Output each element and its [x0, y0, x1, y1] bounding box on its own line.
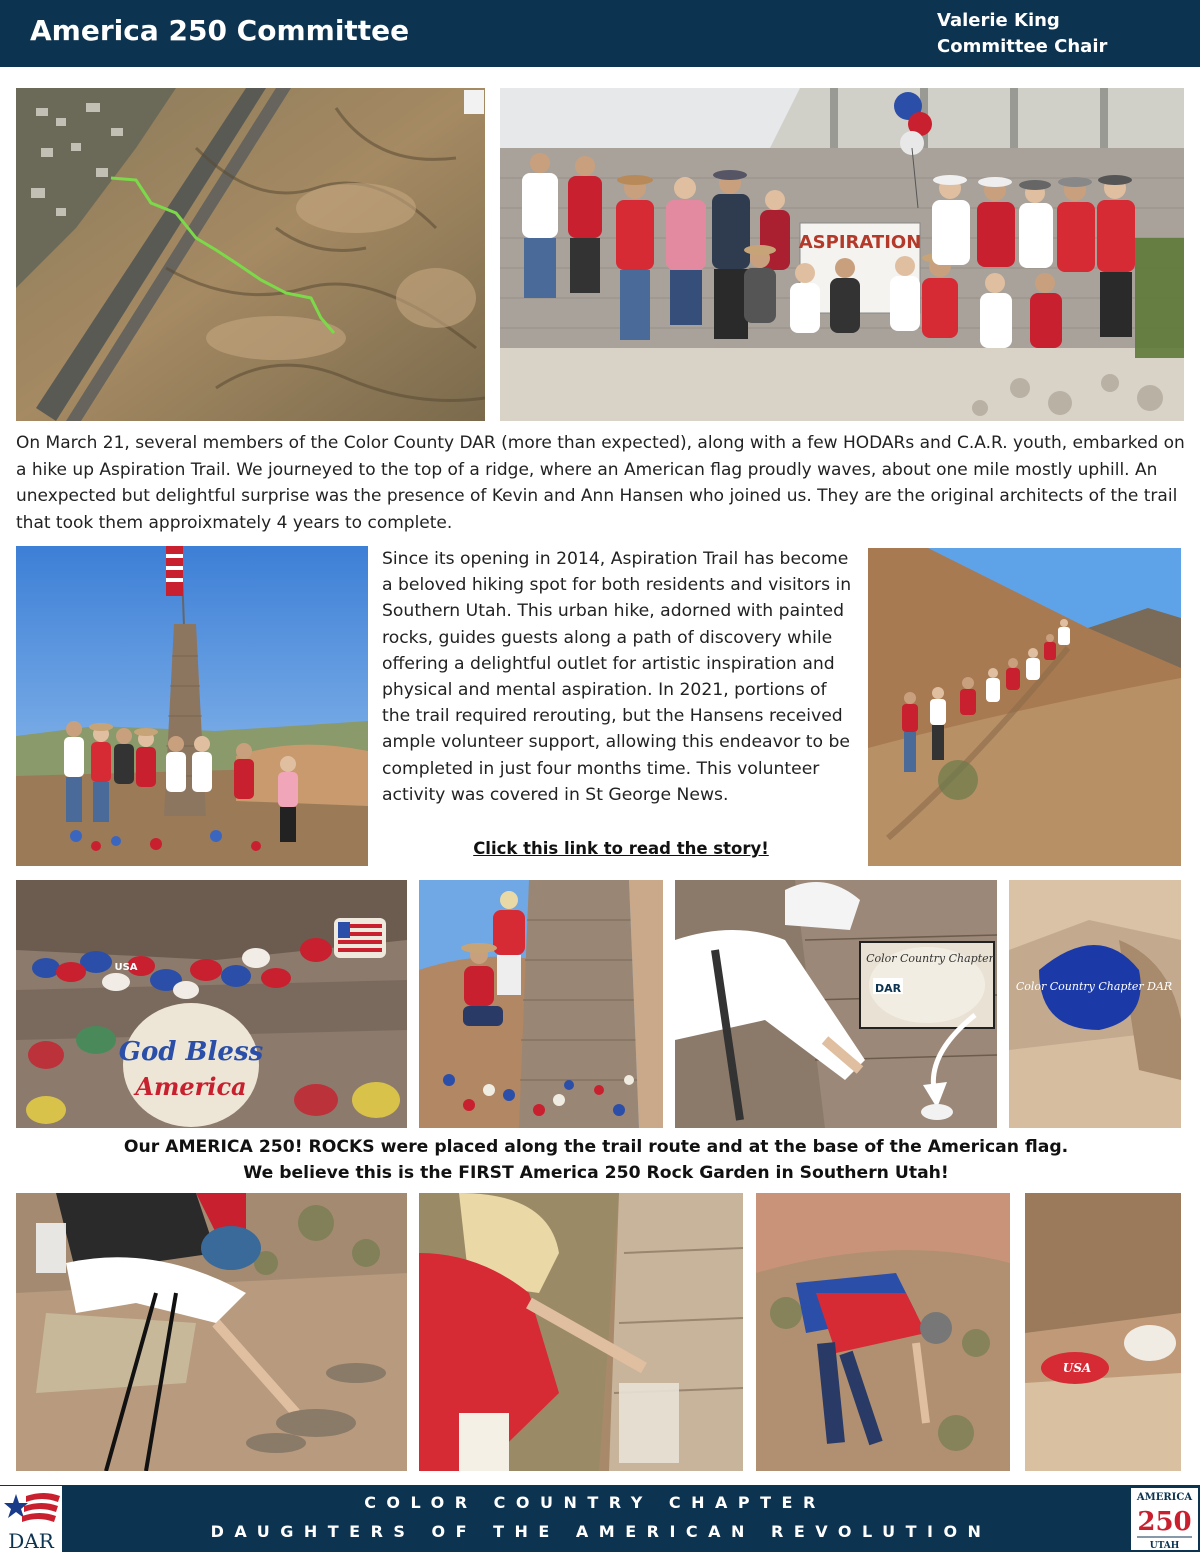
usa-rock-text: USA — [114, 962, 138, 973]
usa-rock-label: USA — [1062, 1361, 1092, 1375]
group-photo-trailhead — [500, 88, 1184, 421]
intro-paragraph: On March 21, several members of the Color County DAR (more than expected), along with a few HODARs and C.A.R. youth, embarked on a hike up Aspiration Trail. We journeyed to the top of a ridge, where an American flag proudly waves, about one mile mostly uphill. An unexpected but delightful surprise was the presence of Kevin and Ann Hansen who joined us. They are the original architects of the trail that took them approixmately 4 years to complete. — [16, 433, 1185, 533]
flag-stripes-icon — [22, 1493, 60, 1522]
committee-chair — [937, 8, 1107, 60]
read-story-link[interactable]: Click this link to read the story! — [473, 839, 769, 858]
god-bless-text: God Bless — [118, 1037, 264, 1067]
flag-monument-photo — [16, 546, 368, 866]
dar-logo-text: DAR — [8, 1529, 54, 1552]
painted-rocks-photo — [16, 880, 407, 1128]
placing-rock-photo — [675, 880, 997, 1128]
dar-logo — [0, 1486, 62, 1552]
chair-role: Committee Chair — [937, 36, 1108, 57]
america-text: America — [135, 1072, 247, 1101]
aspiration-sign-text: ASPIRATION — [798, 232, 922, 253]
rocks-caption — [0, 1134, 1192, 1186]
chair-name: Valerie King — [937, 10, 1060, 31]
a250-top-text: AMERICA — [1136, 1492, 1193, 1503]
hikers-trail-photo — [868, 548, 1181, 866]
page-title: America 250 Committee — [30, 14, 410, 47]
header-banner — [0, 0, 1200, 67]
dar-badge-text: DAR — [874, 982, 902, 995]
footer-organization-name: DAUGHTERS OF THE AMERICAN REVOLUTION — [210, 1522, 992, 1541]
chapter-rock-text: Color Country Chapter — [866, 952, 994, 965]
woman-at-pillar-photo — [419, 1193, 743, 1471]
pillar-rocks-photo — [419, 880, 663, 1128]
a250-bottom-text: UTAH — [1149, 1541, 1180, 1550]
usa-rocks-photo — [1025, 1193, 1181, 1471]
rocks-caption-line2: We believe this is the FIRST America 250 Rock Garden in Southern Utah! — [243, 1163, 949, 1183]
trail-map-image — [16, 88, 485, 421]
hiker-placing-rock-photo — [16, 1193, 407, 1471]
footer-chapter-name: COLOR COUNTRY CHAPTER — [364, 1493, 826, 1512]
rocks-caption-line1: Our AMERICA 250! ROCKS were placed along the trail route and at the base of the American flag. — [123, 1137, 1069, 1157]
blue-rock-photo — [1009, 880, 1181, 1128]
blue-rock-text: Color Country Chapter DAR — [1015, 980, 1173, 993]
hiker-bending-photo — [756, 1193, 1010, 1471]
america-250-utah-logo — [1129, 1486, 1200, 1552]
story-paragraph: Since its opening in 2014, Aspiration Trail has become a beloved hiking spot for both residents and visitors in Southern Utah. This urban hike, adorned with painted rocks, guides guests along a path of discovery while offering a delightful outlet for artistic inspiration and physical and mental aspiration. In 2021, portions of the trail required rerouting, but the Hansens received ample volunteer support, allowing this endeavor to be completed in just four months time. This volunteer activity was covered in St George News. — [382, 549, 852, 805]
a250-number-text: 250 — [1137, 1507, 1192, 1537]
footer-banner — [0, 1485, 1200, 1552]
